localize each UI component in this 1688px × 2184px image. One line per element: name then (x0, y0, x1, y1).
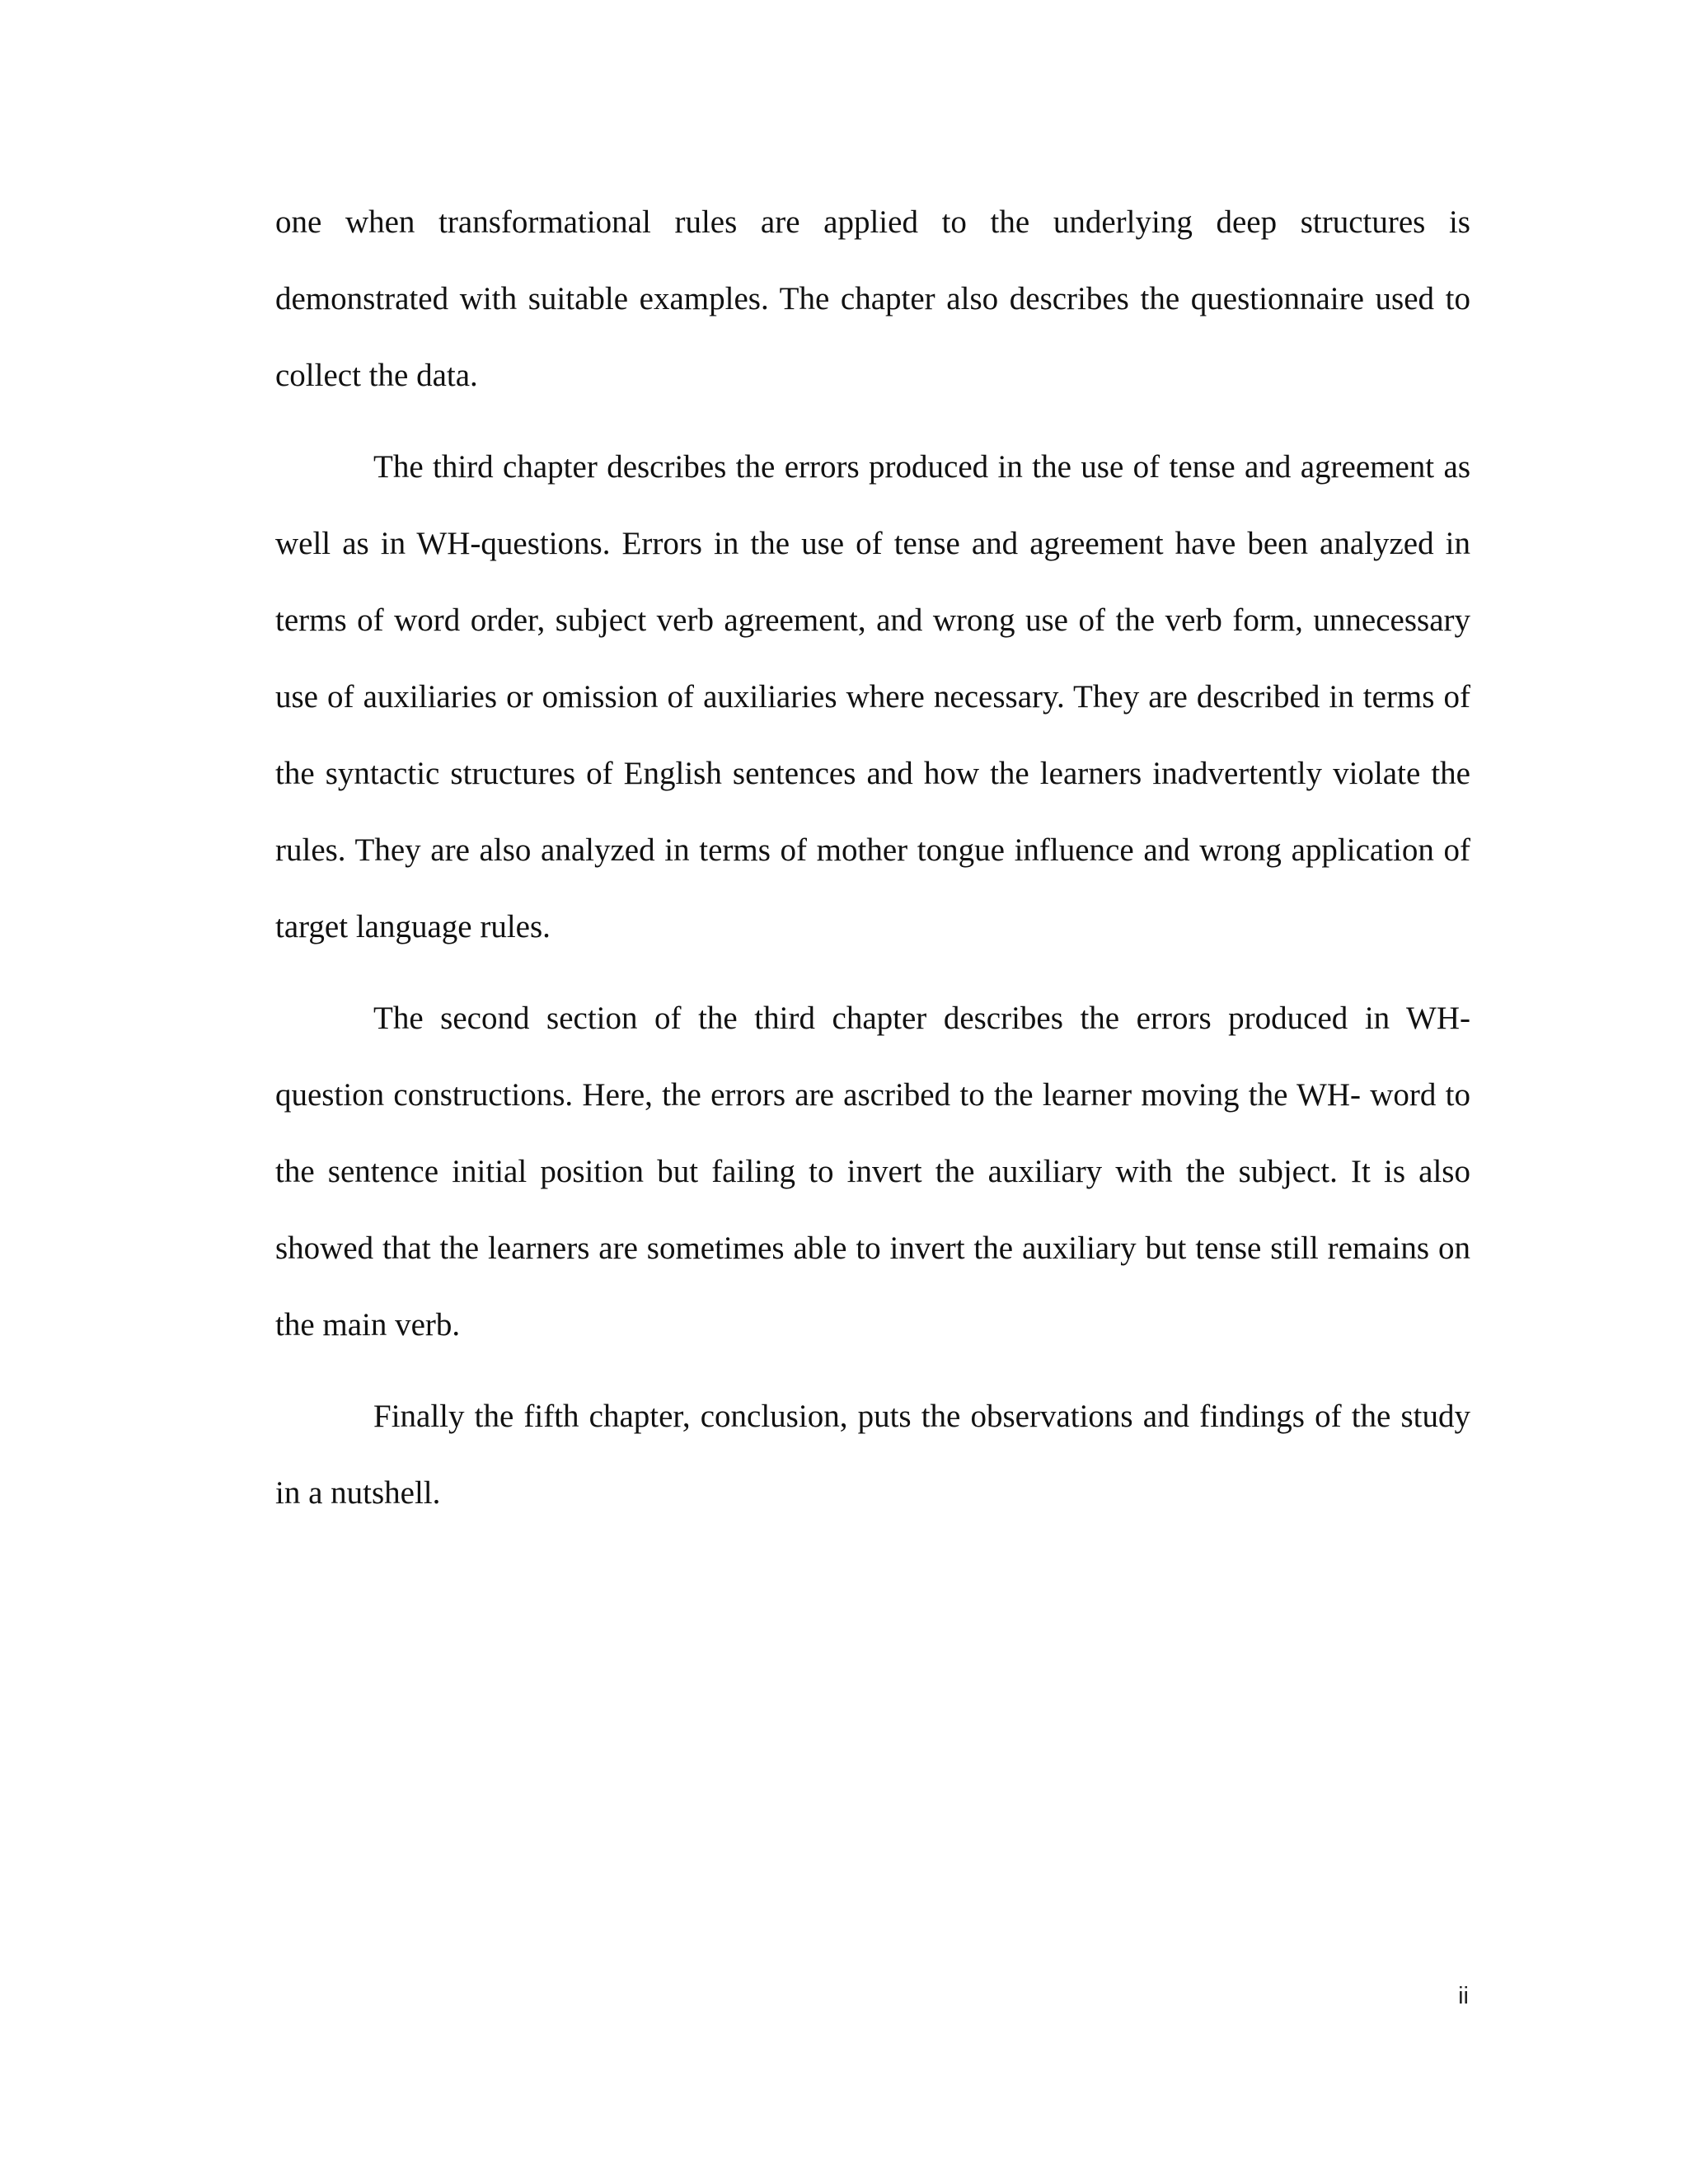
body-text (275, 184, 1470, 1546)
paragraph-fifth-chapter: Finally the fifth chapter, conclusion, puts the observations and findings of the study in a nutshell. (275, 1399, 1470, 1511)
paragraph-second-section: The second section of the third chapter describes the errors produced in WH-question constructions. Here, the errors are ascribed to the learner moving the WH- word to the sentence initial position but failing to invert the auxiliary with the subject. It is also showed that the learners are sometimes able to invert the auxiliary but tense still remains on the main verb. (275, 1001, 1470, 1343)
paragraph-continuation: one when transformational rules are applied to the underlying deep structures is demonstrated with suitable examples. The chapter also describes the questionnaire used to collect the data. (275, 204, 1470, 393)
paragraph-third-chapter: The third chapter describes the errors produced in the use of tense and agreement as well as in WH-questions. Errors in the use of tense and agreement have been analyzed in terms of word order, subject verb agreement, and wrong use of the verb form, unnecessary use of auxiliaries or omission of auxiliaries where necessary. They are described in terms of the syntactic structures of English sentences and how the learners inadvertently violate the rules. They are also analyzed in terms of mother tongue influence and wrong application of target language rules. (275, 449, 1470, 944)
page-number: ii (1458, 1983, 1469, 2009)
